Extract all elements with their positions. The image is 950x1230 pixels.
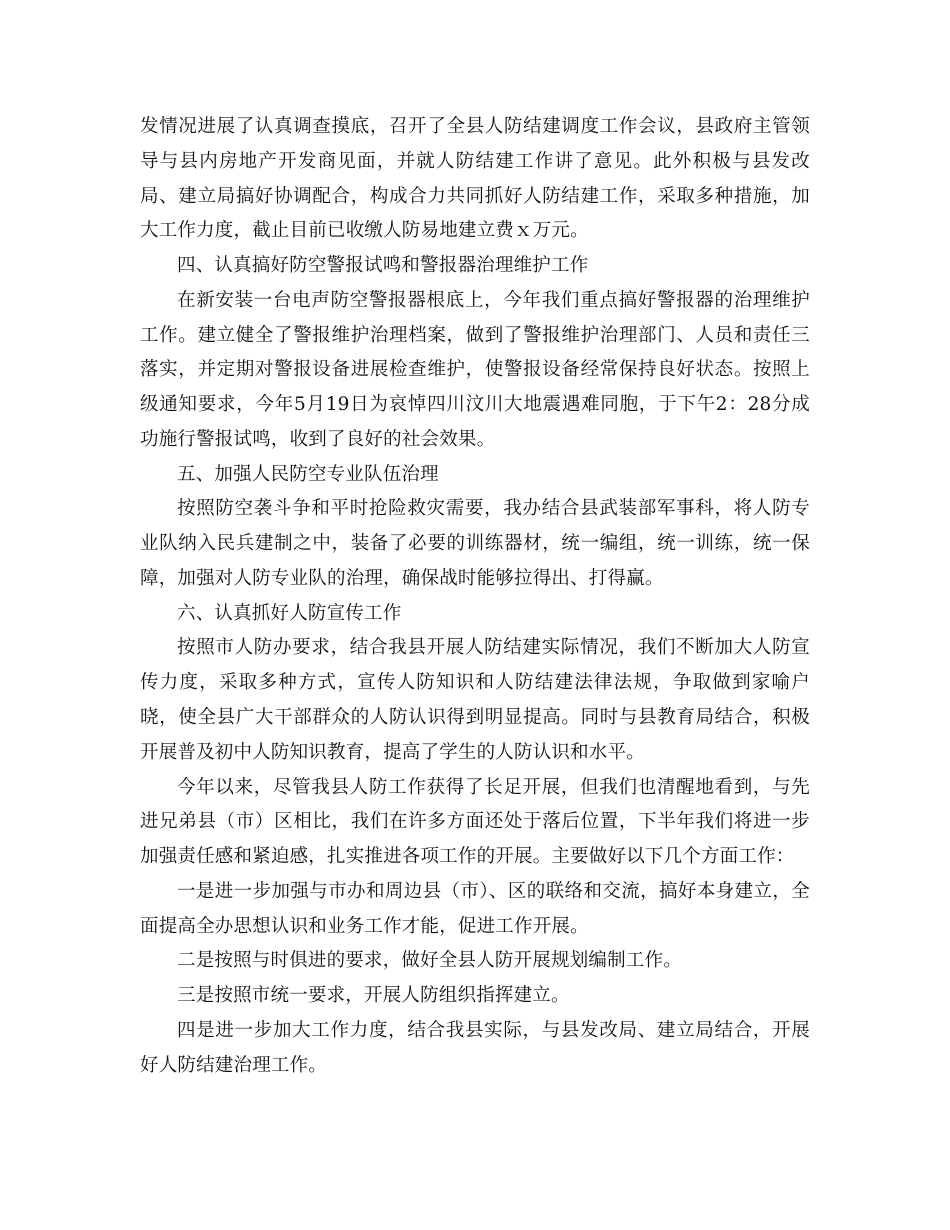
paragraph-alarm-maintenance: 在新安装一台电声防空警报器根底上，今年我们重点搞好警报器的治理维护工作。建立健全了警报维护治理档案，做到了警报维护治理部门、人员和责任三落实，并定期对警报设备进展检查维护，使警报设备经常保持良好状态。按照上级通知要求，今年5月19日为哀悼四川汶川大地震遇难同胞，于下午2：28分成功施行警报试鸣，收到了良好的社会效果。 <box>140 289 810 450</box>
paragraph-continued: 发情况进展了认真调查摸底，召开了全县人防结建调度工作会议，县政府主管领导与县内房地产开发商见面，并就人防结建工作讲了意见。此外积极与县发改局、建立局搞好协调配合，构成合力共同抓好人防结建工作，采取多种措施，加大工作力度，截止目前已收缴人防易地建立费ｘ万元。 <box>140 116 810 242</box>
plan-item-1: 一是进一步加强与市办和周边县（市）、区的联络和交流，搞好本身建立，全面提高全办思想认识和业务工作才能，促进工作开展。 <box>140 880 810 937</box>
section-heading-6: 六、认真抓好人防宣传工作 <box>177 602 402 624</box>
paragraph-publicity: 按照市人防办要求，结合我县开展人防结建实际情况，我们不断加大人防宣传力度，采取多种方式，宣传人防知识和人防结建法律法规，争取做到家喻户晓，使全县广大干部群众的人防认识得到明显提高。同时与县教育局结合，积极开展普及初中人防知识教育，提高了学生的人防认识和水平。 <box>140 637 810 763</box>
plan-item-3: 三是按照市统一要求，开展人防组织指挥建立。 <box>177 985 570 1007</box>
plan-item-2: 二是按照与时俱进的要求，做好全县人防开展规划编制工作。 <box>177 950 682 972</box>
section-heading-4: 四、认真搞好防空警报试鸣和警报器治理维护工作 <box>177 255 589 277</box>
paragraph-summary: 今年以来，尽管我县人防工作获得了长足开展，但我们也清醒地看到，与先进兄弟县（市）区相比，我们在许多方面还处于落后位置，下半年我们将进一步加强责任感和紧迫感，扎实推进各项工作的开展。主要做好以下几个方面工作： <box>140 776 810 868</box>
paragraph-professional-team: 按照防空袭斗争和平时抢险救灾需要，我办结合县武装部军事科，将人防专业队纳入民兵建制之中，装备了必要的训练器材，统一编组，统一训练，统一保障，加强对人防专业队的治理，确保战时能够拉得出、打得赢。 <box>140 498 810 589</box>
plan-item-4: 四是进一步加大工作力度，结合我县实际，与县发改局、建立局结合，开展好人防结建治理工作。 <box>140 1019 810 1076</box>
section-heading-5: 五、加强人民防空专业队伍治理 <box>177 463 439 485</box>
document-body <box>140 110 810 1083</box>
